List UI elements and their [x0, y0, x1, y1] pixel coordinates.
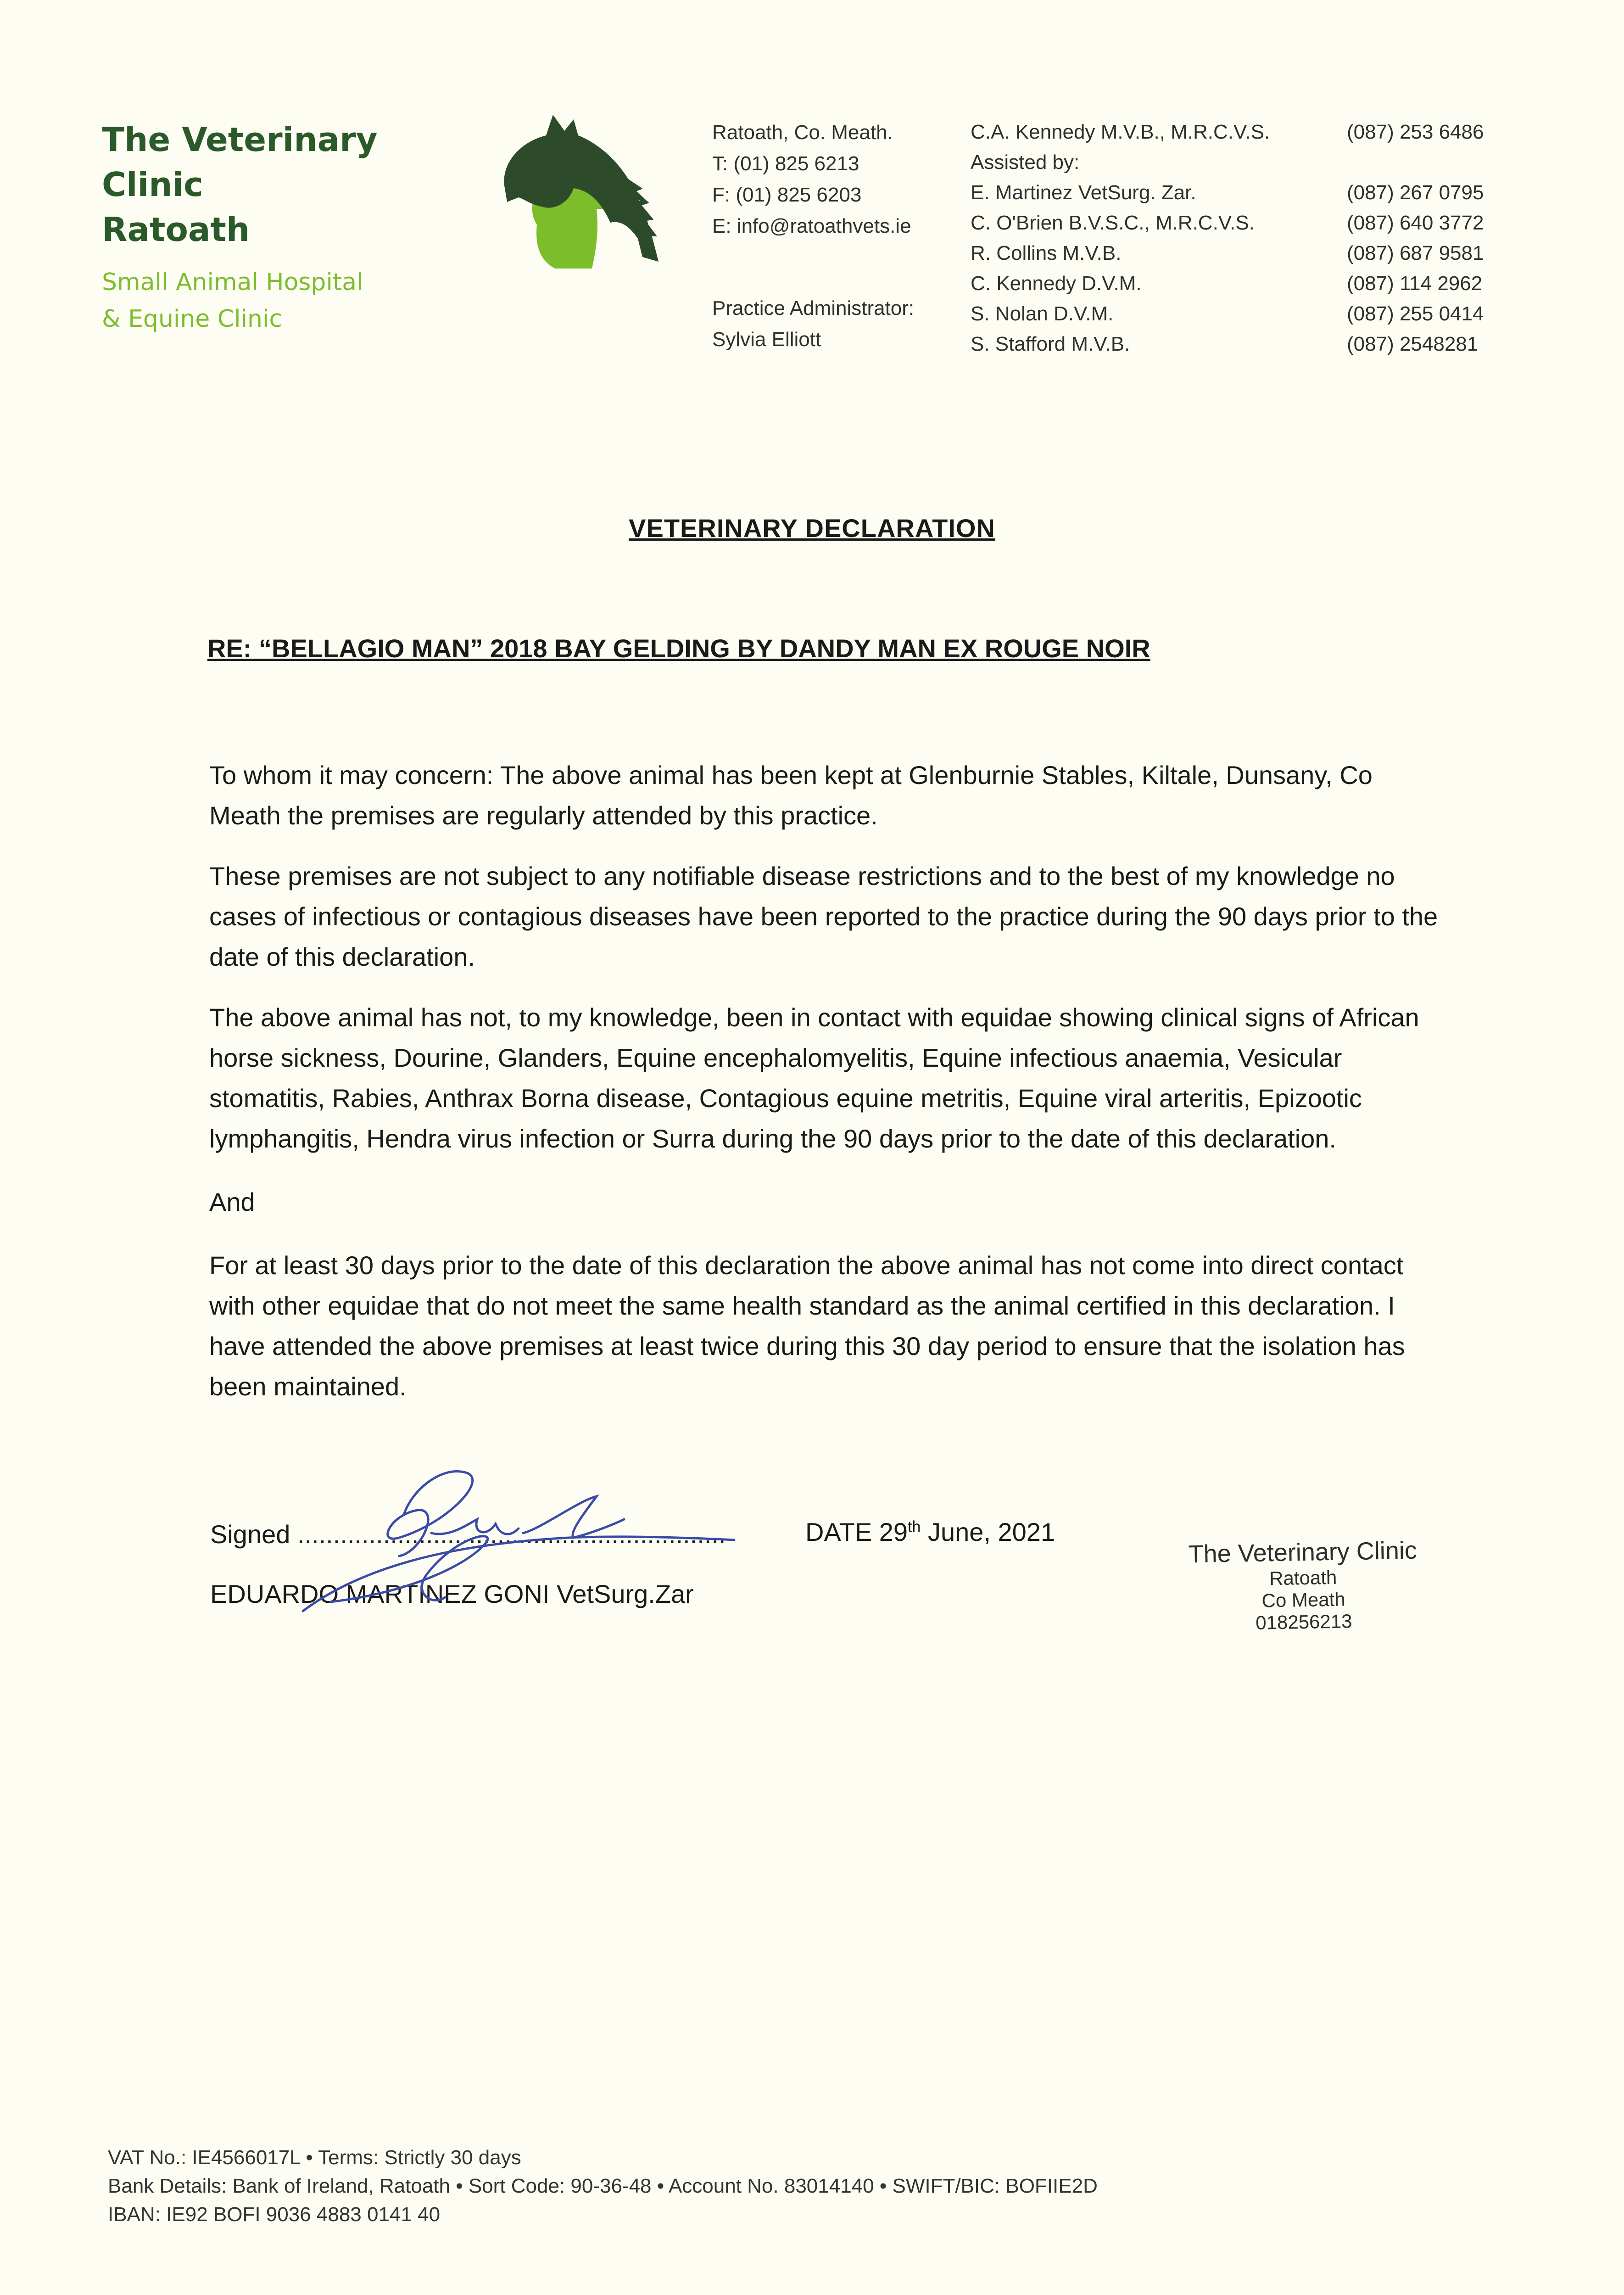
contact-email[interactable]: E: info@ratoathvets.ie: [712, 215, 911, 237]
vet-phone: (087) 114 2962: [1347, 272, 1483, 295]
page-footer: [108, 2144, 1098, 2229]
horse-dog-logo-icon: [486, 110, 670, 285]
body-paragraph: For at least 30 days prior to the date of this declaration the above animal has not come into direct contact with other equidae that do not meet the same health standard as the animal certified in this declaration. I have attended the above premises at least twice during this 30 day period to ensure that the isolation has been maintained.: [209, 1251, 1405, 1401]
subject-line: RE: “BELLAGIO MAN” 2018 BAY GELDING BY DANDY MAN EX ROUGE NOIR: [207, 634, 1150, 663]
declaration-body: [209, 755, 1444, 1427]
vets-list: [971, 117, 1270, 359]
vet-item: E. Martinez VetSurg. Zar.: [971, 181, 1196, 204]
and-line: And: [209, 1187, 255, 1216]
clinic-name-line1: The Veterinary Clinic: [102, 120, 378, 204]
vet-item: Assisted by:: [971, 151, 1080, 174]
declaration-date: [805, 1517, 1055, 1547]
body-paragraph: To whom it may concern: The above animal has been kept at Glenburnie Stables, Kiltale, Dunsany, Co Meath the premises are regularly attended by this practice.: [209, 761, 1373, 830]
vet-item: R. Collins M.V.B.: [971, 242, 1122, 264]
vet-phone: (087) 253 6486: [1347, 121, 1484, 143]
vet-item: S. Stafford M.V.B.: [971, 333, 1130, 355]
contact-fax: F: (01) 825 6203: [712, 184, 862, 206]
footer-vat: VAT No.: IE4566017L • Terms: Strictly 30 days: [108, 2146, 521, 2169]
stamp-line3: Co Meath: [1261, 1588, 1345, 1612]
stamp-line2: Ratoath: [1269, 1566, 1337, 1590]
practice-admin: [712, 293, 914, 355]
footer-bank: Bank Details: Bank of Ireland, Ratoath • Sort Code: 90-36-48 • Account No. 83014140 • SWIFT/BIC: BOFIIE2D: [108, 2175, 1098, 2197]
body-paragraph: These premises are not subject to any notifiable disease restrictions and to the best of my knowledge no cases of infectious or contagious diseases have been reported to the practice during the 90 days prior to the date of this declaration.: [209, 862, 1438, 971]
signatory-name: EDUARDO MARTINEZ GONI VetSurg.Zar: [210, 1579, 694, 1608]
vet-item: C. Kennedy D.V.M.: [971, 272, 1142, 295]
vet-item: S. Nolan D.V.M.: [971, 302, 1114, 325]
body-paragraph: The above animal has not, to my knowledge, been in contact with equidae showing clinical signs of African horse sickness, Dourine, Glanders, Equine encephalomyelitis, Equine infectious anaemia, Vesicular stomatitis, Rabies, Anthrax Borna disease, Contagious equine metritis, Equine viral arteritis, Epizootic lymphangitis, Hendra virus infection or Surra during the 90 days prior to the date of this declaration.: [209, 1003, 1419, 1153]
vet-phone: (087) 640 3772: [1347, 212, 1484, 234]
handwritten-signature-icon: [294, 1446, 743, 1639]
document-title: VETERINARY DECLARATION: [629, 514, 995, 543]
signature-dots: ............................................................: [297, 1520, 726, 1549]
admin-name: Sylvia Elliott: [712, 328, 821, 351]
vet-phone: (087) 267 0795: [1347, 181, 1484, 204]
contact-phone: T: (01) 825 6213: [712, 152, 859, 175]
vet-item: C. O'Brien B.V.S.C., M.R.C.V.S.: [971, 212, 1255, 234]
footer-iban: IBAN: IE92 BOFI 9036 4883 0141 40: [108, 2203, 441, 2226]
vet-phone: [1347, 147, 1484, 178]
signed-label: Signed: [210, 1520, 290, 1549]
vet-phone: (087) 2548281: [1347, 333, 1479, 355]
vets-phones: [1347, 117, 1484, 359]
clinic-subtitle-line2: & Equine Clinic: [102, 305, 283, 333]
vet-phone: (087) 255 0414: [1347, 302, 1484, 325]
date-prefix: DATE 29: [805, 1517, 908, 1546]
vet-item: C.A. Kennedy M.V.B., M.R.C.V.S.: [971, 121, 1270, 143]
clinic-stamp: [1174, 1535, 1433, 1635]
clinic-contact: [712, 117, 911, 242]
clinic-subtitle-line1: Small Animal Hospital: [102, 269, 363, 296]
date-rest: June, 2021: [921, 1517, 1055, 1546]
date-ordinal: th: [908, 1518, 921, 1536]
clinic-name-line2: Ratoath: [102, 210, 250, 249]
admin-label: Practice Administrator:: [712, 297, 915, 319]
contact-address: Ratoath, Co. Meath.: [712, 121, 893, 144]
vet-phone: (087) 687 9581: [1347, 242, 1484, 264]
clinic-brand: [102, 117, 469, 337]
stamp-line4: 018256213: [1255, 1610, 1352, 1634]
stamp-line1: The Veterinary Clinic: [1188, 1536, 1418, 1568]
